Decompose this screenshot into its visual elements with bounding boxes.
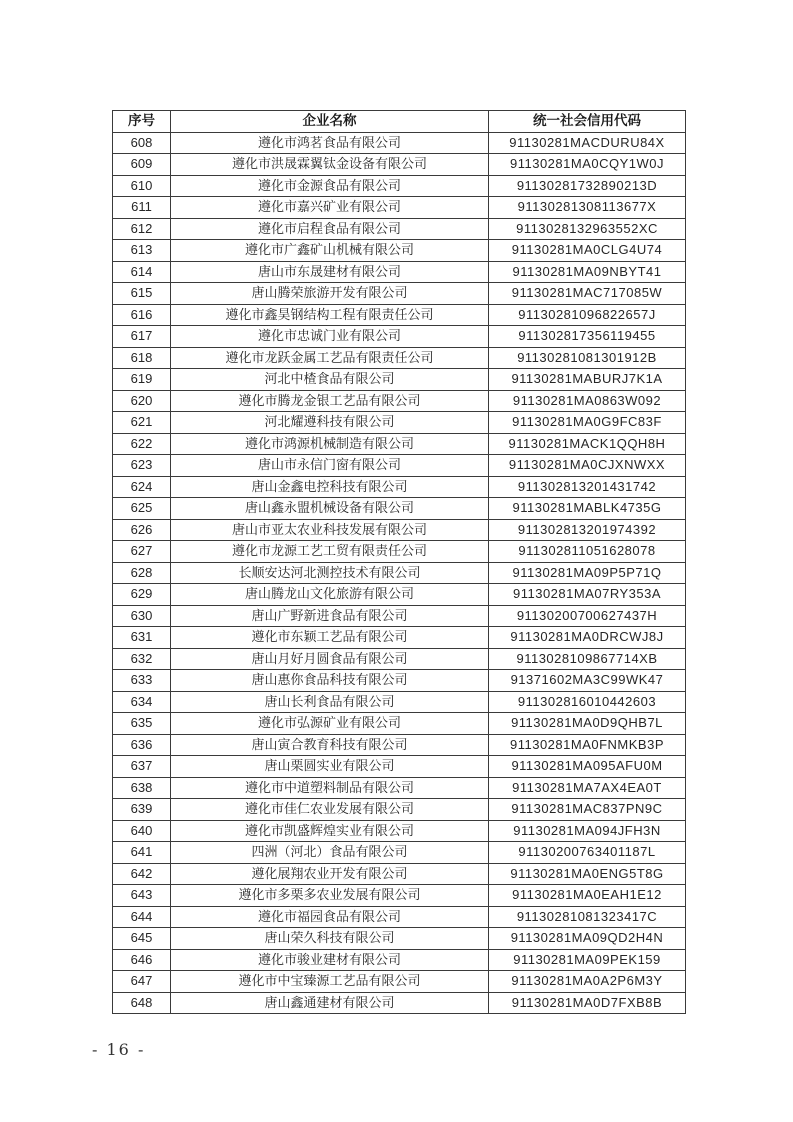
table-row: [113, 347, 686, 369]
row-company-name: 遵化市腾龙金银工艺品有限公司: [171, 390, 489, 412]
row-company-name: 唐山惠你食品科技有限公司: [171, 670, 489, 692]
row-company-name: 遵化市嘉兴矿业有限公司: [171, 197, 489, 219]
table-row: [113, 562, 686, 584]
row-seq: 641: [113, 842, 171, 864]
row-credit-code: 91130200763401187L: [489, 842, 686, 864]
row-company-name: 遵化市弘源矿业有限公司: [171, 713, 489, 735]
table-row: [113, 390, 686, 412]
row-seq: 630: [113, 605, 171, 627]
row-company-name: 遵化市多栗多农业发展有限公司: [171, 885, 489, 907]
table-row: [113, 154, 686, 176]
row-credit-code: 91130281MAC717085W: [489, 283, 686, 305]
row-credit-code: 91130281MA09PEK159: [489, 949, 686, 971]
row-company-name: 唐山腾荣旅游开发有限公司: [171, 283, 489, 305]
header-company-name: 企业名称: [171, 111, 489, 133]
row-credit-code: 91130281MACDURU84X: [489, 132, 686, 154]
row-credit-code: 91130281081323417C: [489, 906, 686, 928]
table-row: [113, 885, 686, 907]
row-company-name: 遵化市启程食品有限公司: [171, 218, 489, 240]
table-body: [113, 132, 686, 1014]
table-row: [113, 992, 686, 1014]
row-seq: 621: [113, 412, 171, 434]
row-seq: 648: [113, 992, 171, 1014]
row-seq: 635: [113, 713, 171, 735]
row-credit-code: 91130281096822657J: [489, 304, 686, 326]
row-company-name: 遵化市鸿茗食品有限公司: [171, 132, 489, 154]
row-seq: 639: [113, 799, 171, 821]
table-row: [113, 799, 686, 821]
table-row: [113, 283, 686, 305]
row-credit-code: 911302813201431742: [489, 476, 686, 498]
row-credit-code: 91130281MA0DRCWJ8J: [489, 627, 686, 649]
row-seq: 646: [113, 949, 171, 971]
row-company-name: 遵化市骏业建材有限公司: [171, 949, 489, 971]
header-seq: 序号: [113, 111, 171, 133]
row-company-name: 遵化市中道塑料制品有限公司: [171, 777, 489, 799]
row-company-name: 遵化市忠诚门业有限公司: [171, 326, 489, 348]
row-seq: 612: [113, 218, 171, 240]
table-row: [113, 863, 686, 885]
row-credit-code: 911302813201974392: [489, 519, 686, 541]
row-credit-code: 91130281MA09P5P71Q: [489, 562, 686, 584]
table-row: [113, 971, 686, 993]
company-credit-code-table: [112, 110, 686, 1014]
row-company-name: 遵化市东颖工艺品有限公司: [171, 627, 489, 649]
row-company-name: 遵化市金源食品有限公司: [171, 175, 489, 197]
table-row: [113, 304, 686, 326]
row-company-name: 遵化市佳仁农业发展有限公司: [171, 799, 489, 821]
row-credit-code: 91130281MABURJ7K1A: [489, 369, 686, 391]
table-row: [113, 240, 686, 262]
table-row: [113, 261, 686, 283]
row-credit-code: 91130281MA0G9FC83F: [489, 412, 686, 434]
table-row: [113, 218, 686, 240]
table-row: [113, 433, 686, 455]
table-row: [113, 584, 686, 606]
table-row: [113, 369, 686, 391]
header-credit-code: 统一社会信用代码: [489, 111, 686, 133]
row-seq: 634: [113, 691, 171, 713]
row-seq: 618: [113, 347, 171, 369]
row-company-name: 唐山市亚太农业科技发展有限公司: [171, 519, 489, 541]
row-credit-code: 91130281MA7AX4EA0T: [489, 777, 686, 799]
row-credit-code: 91130281MA0EAH1E12: [489, 885, 686, 907]
row-credit-code: 91130281MA0CJXNWXX: [489, 455, 686, 477]
row-seq: 647: [113, 971, 171, 993]
table-row: [113, 627, 686, 649]
row-seq: 645: [113, 928, 171, 950]
row-seq: 633: [113, 670, 171, 692]
table-row: [113, 906, 686, 928]
table-row: [113, 605, 686, 627]
row-credit-code: 91130281MA09QD2H4N: [489, 928, 686, 950]
row-credit-code: 9113028109867714XB: [489, 648, 686, 670]
row-credit-code: 91130281MA09NBYT41: [489, 261, 686, 283]
table-header: [113, 111, 686, 133]
row-company-name: 河北中楂食品有限公司: [171, 369, 489, 391]
table-row: [113, 326, 686, 348]
row-credit-code: 91130281MA0CQY1W0J: [489, 154, 686, 176]
table-row: [113, 670, 686, 692]
row-company-name: 唐山腾龙山文化旅游有限公司: [171, 584, 489, 606]
row-seq: 613: [113, 240, 171, 262]
table-row: [113, 713, 686, 735]
row-credit-code: 91130200700627437H: [489, 605, 686, 627]
row-seq: 644: [113, 906, 171, 928]
row-seq: 637: [113, 756, 171, 778]
row-company-name: 唐山月好月圆食品有限公司: [171, 648, 489, 670]
row-seq: 610: [113, 175, 171, 197]
row-seq: 624: [113, 476, 171, 498]
row-credit-code: 91130281MA0D9QHB7L: [489, 713, 686, 735]
row-credit-code: 91130281MA0D7FXB8B: [489, 992, 686, 1014]
row-credit-code: 91130281MA094JFH3N: [489, 820, 686, 842]
row-seq: 640: [113, 820, 171, 842]
row-company-name: 唐山长利食品有限公司: [171, 691, 489, 713]
row-company-name: 遵化市洪晟霖翼钛金设备有限公司: [171, 154, 489, 176]
row-seq: 620: [113, 390, 171, 412]
table-row: [113, 476, 686, 498]
row-credit-code: 911302817356119455: [489, 326, 686, 348]
row-seq: 628: [113, 562, 171, 584]
table-row: [113, 756, 686, 778]
row-credit-code: 91130281081301912B: [489, 347, 686, 369]
row-seq: 609: [113, 154, 171, 176]
row-seq: 642: [113, 863, 171, 885]
table-row: [113, 734, 686, 756]
table-row: [113, 691, 686, 713]
row-company-name: 唐山金鑫电控科技有限公司: [171, 476, 489, 498]
row-credit-code: 91130281MAC837PN9C: [489, 799, 686, 821]
page-number: - 16 -: [92, 1040, 146, 1059]
row-credit-code: 9113028132963552XC: [489, 218, 686, 240]
row-credit-code: 91130281MA0ENG5T8G: [489, 863, 686, 885]
row-company-name: 遵化市中宝臻源工艺品有限公司: [171, 971, 489, 993]
table-row: [113, 777, 686, 799]
row-company-name: 遵化展翔农业开发有限公司: [171, 863, 489, 885]
row-seq: 627: [113, 541, 171, 563]
row-seq: 636: [113, 734, 171, 756]
row-seq: 626: [113, 519, 171, 541]
row-company-name: 长顺安达河北测控技术有限公司: [171, 562, 489, 584]
table-row: [113, 175, 686, 197]
table-header-row: [113, 111, 686, 133]
row-credit-code: 91130281MA0CLG4U74: [489, 240, 686, 262]
row-company-name: 唐山栗圆实业有限公司: [171, 756, 489, 778]
row-company-name: 唐山寅合教育科技有限公司: [171, 734, 489, 756]
row-company-name: 唐山荣久科技有限公司: [171, 928, 489, 950]
table-row: [113, 455, 686, 477]
row-credit-code: 91130281MA0863W092: [489, 390, 686, 412]
row-company-name: 唐山市东晟建材有限公司: [171, 261, 489, 283]
row-seq: 616: [113, 304, 171, 326]
row-credit-code: 91130281308113677X: [489, 197, 686, 219]
row-company-name: 遵化市凯盛辉煌实业有限公司: [171, 820, 489, 842]
row-seq: 638: [113, 777, 171, 799]
row-credit-code: 91130281MACK1QQH8H: [489, 433, 686, 455]
table-row: [113, 928, 686, 950]
row-credit-code: 91130281MA095AFU0M: [489, 756, 686, 778]
row-company-name: 唐山广野新进食品有限公司: [171, 605, 489, 627]
table-row: [113, 648, 686, 670]
row-credit-code: 91130281MA0FNMKB3P: [489, 734, 686, 756]
table-row: [113, 820, 686, 842]
row-seq: 608: [113, 132, 171, 154]
row-seq: 629: [113, 584, 171, 606]
row-credit-code: 911302816010442603: [489, 691, 686, 713]
row-credit-code: 91130281MA07RY353A: [489, 584, 686, 606]
row-company-name: 唐山市永信门窗有限公司: [171, 455, 489, 477]
table-row: [113, 541, 686, 563]
row-seq: 632: [113, 648, 171, 670]
row-seq: 622: [113, 433, 171, 455]
table-row: [113, 197, 686, 219]
row-company-name: 遵化市鸿源机械制造有限公司: [171, 433, 489, 455]
row-seq: 617: [113, 326, 171, 348]
row-company-name: 遵化市福园食品有限公司: [171, 906, 489, 928]
row-credit-code: 91130281732890213D: [489, 175, 686, 197]
row-company-name: 遵化市龙源工艺工贸有限责任公司: [171, 541, 489, 563]
row-credit-code: 91130281MABLK4735G: [489, 498, 686, 520]
row-seq: 643: [113, 885, 171, 907]
row-company-name: 唐山鑫永盟机械设备有限公司: [171, 498, 489, 520]
table-row: [113, 949, 686, 971]
table-row: [113, 132, 686, 154]
row-company-name: 遵化市龙跃金属工艺品有限责任公司: [171, 347, 489, 369]
table-row: [113, 412, 686, 434]
row-credit-code: 911302811051628078: [489, 541, 686, 563]
table-row: [113, 842, 686, 864]
row-seq: 611: [113, 197, 171, 219]
row-company-name: 河北耀遵科技有限公司: [171, 412, 489, 434]
row-seq: 614: [113, 261, 171, 283]
row-company-name: 四洲（河北）食品有限公司: [171, 842, 489, 864]
row-company-name: 唐山鑫通建材有限公司: [171, 992, 489, 1014]
row-seq: 615: [113, 283, 171, 305]
table-row: [113, 519, 686, 541]
row-company-name: 遵化市广鑫矿山机械有限公司: [171, 240, 489, 262]
table-row: [113, 498, 686, 520]
row-seq: 631: [113, 627, 171, 649]
row-seq: 625: [113, 498, 171, 520]
row-seq: 623: [113, 455, 171, 477]
row-credit-code: 91371602MA3C99WK47: [489, 670, 686, 692]
row-company-name: 遵化市鑫昊钢结构工程有限责任公司: [171, 304, 489, 326]
row-seq: 619: [113, 369, 171, 391]
row-credit-code: 91130281MA0A2P6M3Y: [489, 971, 686, 993]
